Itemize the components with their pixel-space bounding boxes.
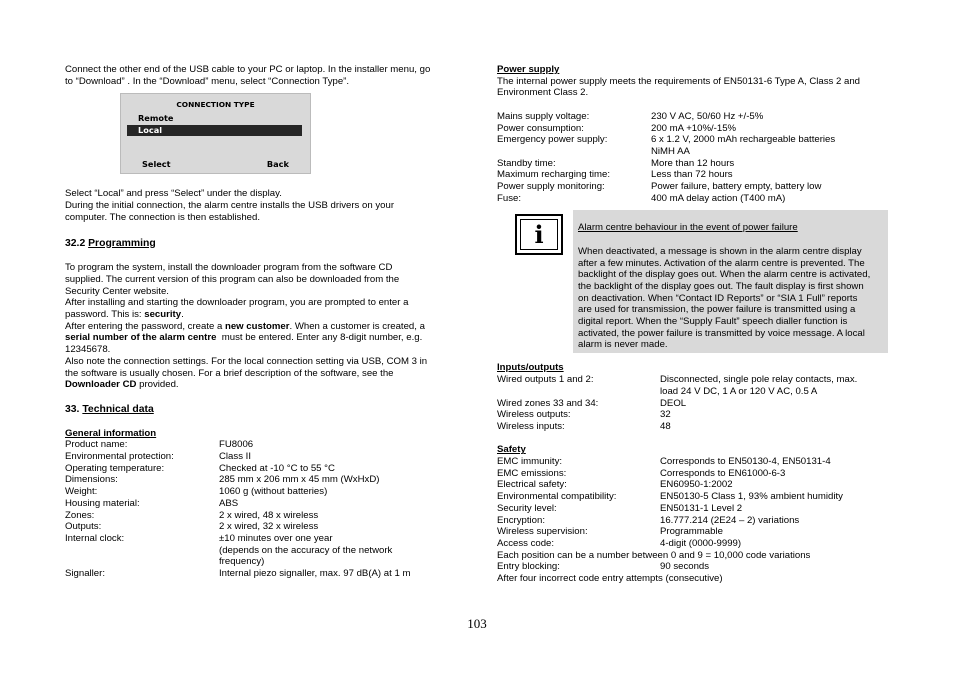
lcd-display-image: [120, 93, 311, 174]
spec-row: [497, 169, 892, 181]
spec-value: FU8006: [219, 439, 254, 451]
bold-text: Downloader CD: [65, 379, 137, 391]
note-box: [573, 210, 888, 353]
bold-text: serial number of the alarm centre: [65, 332, 217, 344]
note-line: the backlight of the display goes out. The fault display is first shown: [578, 280, 864, 292]
prog-line: the software is usually chosen. For a brief description of the software, see the: [65, 367, 394, 379]
spec-row: [497, 561, 892, 573]
section-number: 33.: [65, 403, 80, 415]
spec-key: Wired outputs 1 and 2:: [497, 374, 594, 386]
spec-value: 400 mA delay action (T400 mA): [651, 192, 786, 204]
prog-line: To program the system, install the downloader program from the software CD: [65, 262, 393, 274]
spec-value: load 24 V DC, 1 A or 120 V AC, 0.5 A: [660, 385, 818, 397]
spec-key: Housing material:: [65, 497, 140, 509]
note-title: Alarm centre behaviour in the event of power failure: [578, 222, 798, 234]
spec-key: Maximum recharging time:: [497, 169, 611, 181]
spec-value: 6 x 1.2 V, 2000 mAh rechargeable batteries: [651, 134, 836, 146]
bold-text: new customer: [224, 320, 290, 332]
spec-key: Mains supply voltage:: [497, 110, 590, 122]
spec-row: [497, 111, 892, 123]
spec-key: Wireless supervision:: [497, 526, 588, 538]
spec-key: Internal clock:: [65, 532, 125, 544]
spec-key: Security level:: [497, 502, 557, 514]
spec-key: [65, 545, 219, 557]
lcd-option-remote: Remote: [138, 113, 174, 124]
note-line: alarm is never made.: [578, 339, 668, 351]
note-line: are used for transmission, the power failure is transmitted using a: [578, 304, 856, 316]
spec-row: [65, 533, 460, 545]
spec-value: frequency): [219, 556, 265, 568]
spec-value: Programmable: [660, 526, 723, 538]
spec-value: 16.777.214 (2E24 – 2) variations: [660, 514, 800, 526]
spec-value: EN50130-5 Class 1, 93% ambient humidity: [660, 491, 843, 503]
spec-row: [497, 146, 892, 158]
spec-row: [497, 421, 892, 433]
spec-row: [497, 181, 892, 193]
text: must be entered. Enter any 8-digit number, e.g.: [216, 332, 423, 344]
spec-key: Power supply monitoring:: [497, 181, 605, 193]
prog-line: 12345678.: [65, 344, 111, 356]
note-line: When deactivated, a message is shown in the alarm centre display: [578, 245, 862, 257]
spec-key: Product name:: [65, 439, 128, 451]
spec-key: Entry blocking:: [497, 561, 560, 573]
spec-key: Operating temperature:: [65, 462, 165, 474]
spec-key: [497, 386, 660, 398]
spec-value: EN60950-1:2002: [660, 479, 733, 491]
prog-line: [65, 309, 460, 321]
spec-key: Fuse:: [497, 192, 521, 204]
spec-value: 90 seconds: [660, 561, 710, 573]
note-line: backlight of the display goes out. When the alarm centre is activated,: [578, 269, 871, 281]
prog-line: [65, 321, 460, 333]
after-lcd-line: Select “Local” and press “Select” under the display.: [65, 188, 282, 200]
spec-row: [497, 468, 892, 480]
spec-key: Weight:: [65, 486, 98, 498]
spec-row: [65, 568, 460, 580]
prog-line: [65, 379, 460, 391]
text: .: [181, 309, 184, 321]
inputs-outputs-heading: Inputs/outputs: [497, 362, 564, 374]
entry-blocking-note: After four incorrect code entry attempts (consecutive): [497, 573, 723, 585]
note-line: activated, the power failure is transmitted by voice message. A local: [578, 327, 865, 339]
general-info-table: [65, 439, 460, 579]
spec-row: [65, 556, 460, 568]
spec-value: 32: [660, 409, 671, 421]
prog-line: After installing and starting the downloader program, you are prompted to enter a: [65, 297, 409, 309]
spec-value: More than 12 hours: [651, 157, 735, 169]
intro-line-1: Connect the other end of the USB cable to your PC or laptop. In the installer menu, go: [65, 64, 431, 75]
spec-key: Signaller:: [65, 568, 105, 580]
note-line: after a few minutes. Activation of the alarm centre is prevented. The: [578, 257, 865, 269]
spec-value: 200 mA +10%/-15%: [651, 122, 737, 134]
spec-row: [497, 374, 892, 386]
spec-value: Corresponds to EN61000-6-3: [660, 467, 786, 479]
spec-row: [65, 521, 460, 533]
spec-value: DEOL: [660, 397, 687, 409]
spec-value: 2 x wired, 32 x wireless: [219, 521, 319, 533]
spec-value: 230 V AC, 50/60 Hz +/-5%: [651, 110, 764, 122]
info-icon-letter: i: [520, 219, 558, 250]
spec-value: Checked at -10 °C to 55 °C: [219, 462, 335, 474]
info-icon: [515, 214, 563, 255]
power-intro-line: Environment Class 2.: [497, 87, 589, 99]
safety-heading: Safety: [497, 444, 526, 456]
spec-row: [497, 491, 892, 503]
spec-key: Wired zones 33 and 34:: [497, 397, 599, 409]
spec-row: [497, 456, 892, 468]
power-supply-table: [497, 111, 892, 205]
spec-key: Encryption:: [497, 514, 545, 526]
lcd-option-local-selected: Local: [127, 125, 302, 136]
spec-key: Emergency power supply:: [497, 134, 608, 146]
prog-line: Security Center website.: [65, 285, 169, 297]
spec-key: Zones:: [65, 509, 95, 521]
spec-row: [497, 515, 892, 527]
general-info-heading: General information: [65, 427, 157, 439]
spec-key: Power consumption:: [497, 122, 584, 134]
power-supply-heading: Power supply: [497, 64, 560, 75]
spec-value: Less than 72 hours: [651, 169, 733, 181]
spec-row: [65, 439, 460, 451]
lcd-softkey-select: Select: [142, 158, 171, 169]
spec-key: Outputs:: [65, 521, 102, 533]
spec-key: Access code:: [497, 537, 555, 549]
spec-key: Wireless outputs:: [497, 409, 571, 421]
page-number: 103: [467, 616, 487, 631]
power-intro-line: The internal power supply meets the requirements of EN50131-6 Type A, Class 2 and: [497, 75, 860, 87]
prog-line: [65, 332, 460, 344]
spec-key: Environmental protection:: [65, 451, 174, 463]
spec-row: [497, 479, 892, 491]
note-line: digital report. When the “Supply Fault” speech dialler function is: [578, 316, 848, 328]
text: . When a customer is created, a: [289, 320, 425, 332]
section-33-heading: [65, 404, 460, 416]
section-number: 32.2: [65, 237, 86, 249]
text: password. This is:: [65, 309, 145, 321]
spec-key: Electrical safety:: [497, 479, 567, 491]
text: After entering the password, create a: [65, 320, 225, 332]
spec-value: Disconnected, single pole relay contacts, max.: [660, 374, 858, 386]
spec-value: 1060 g (without batteries): [219, 486, 328, 498]
spec-key: EMC emissions:: [497, 467, 567, 479]
prog-line: supplied. The current version of this program can also be downloaded from the: [65, 273, 400, 285]
spec-row: [65, 451, 460, 463]
spec-key: Standby time:: [497, 157, 556, 169]
spec-value: NiMH AA: [651, 145, 690, 157]
spec-row: [65, 463, 460, 475]
spec-key: EMC immunity:: [497, 456, 563, 468]
spec-row: [497, 503, 892, 515]
spec-value: Class II: [219, 451, 251, 463]
spec-value: ±10 minutes over one year: [219, 532, 333, 544]
spec-row: [497, 193, 892, 205]
spec-row: [65, 510, 460, 522]
spec-value: ABS: [219, 497, 239, 509]
prog-line: Also note the connection settings. For the local connection setting via USB, COM 3 in: [65, 355, 428, 367]
after-lcd-line: During the initial connection, the alarm centre installs the USB drivers on your: [65, 200, 395, 212]
spec-row: [497, 538, 892, 550]
spec-key: [65, 556, 219, 568]
spec-row: [65, 474, 460, 486]
intro-line-2: to “Download” . In the “Download” menu, select “Connection Type”.: [65, 75, 350, 87]
spec-value: (depends on the accuracy of the network: [219, 544, 393, 556]
spec-value: EN50131-1 Level 2: [660, 502, 743, 514]
spec-row: [497, 398, 892, 410]
spec-row: [497, 158, 892, 170]
section-title: Programming: [88, 237, 156, 249]
inputs-outputs-table: [497, 374, 892, 433]
spec-row: [497, 386, 892, 398]
text: provided.: [136, 379, 179, 391]
lcd-softkey-back: Back: [266, 158, 289, 169]
spec-row: [497, 123, 892, 135]
password-value: security: [144, 309, 182, 321]
right-column: [497, 64, 892, 585]
spec-row: [65, 486, 460, 498]
spec-key: Environmental compatibility:: [497, 491, 617, 503]
power-failure-note: [497, 210, 892, 362]
spec-value: 48: [660, 420, 671, 432]
spec-value: Corresponds to EN50130-4, EN50131-4: [660, 456, 831, 468]
section-title: Technical data: [82, 403, 154, 415]
spec-value: 4-digit (0000-9999): [660, 537, 742, 549]
spec-row: [65, 545, 460, 557]
spec-row: [497, 134, 892, 146]
note-line: on deactivation. When “Contact ID Reports” or “SIA 1 Full” reports: [578, 292, 858, 304]
safety-table: [497, 456, 892, 585]
access-code-note: Each position can be a number between 0 and 9 = 10,000 code variations: [497, 549, 811, 561]
spec-row: [497, 526, 892, 538]
spec-value: Power failure, battery empty, battery low: [651, 181, 822, 193]
spec-row: [65, 498, 460, 510]
spec-value: 2 x wired, 48 x wireless: [219, 509, 319, 521]
spec-key: [497, 146, 651, 158]
spec-value: Internal piezo signaller, max. 97 dB(A) at 1 m: [219, 568, 411, 580]
spec-value: 285 mm x 206 mm x 45 mm (WxHxD): [219, 474, 380, 486]
after-lcd-line: computer. The connection is then established.: [65, 211, 261, 223]
spec-row: [497, 409, 892, 421]
section-32-2-heading: [65, 238, 460, 250]
left-column: [65, 64, 460, 580]
lcd-title: CONNECTION TYPE: [176, 100, 255, 110]
spec-key: Wireless inputs:: [497, 420, 565, 432]
spec-key: Dimensions:: [65, 474, 118, 486]
